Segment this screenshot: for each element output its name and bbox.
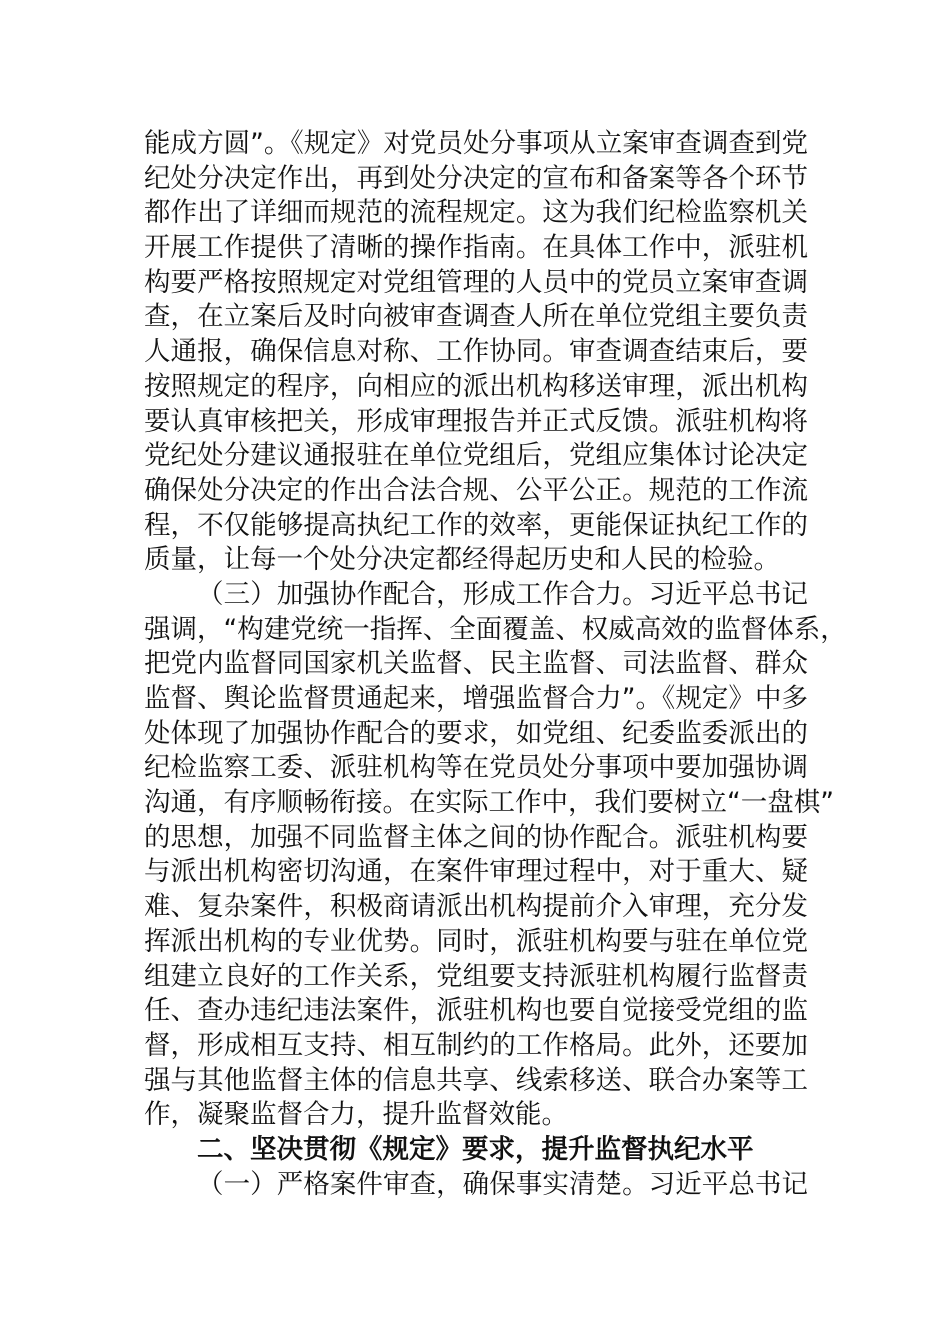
text-line: 与派出机构密切沟通，在案件审理过程中，对于重大、疑 bbox=[144, 856, 808, 888]
text-line: 能成方圆”。《规定》对党员处分事项从立案审查调查到党 bbox=[144, 128, 808, 159]
text-line: 程，不仅能够提高执纪工作的效率，更能保证执纪工作的 bbox=[144, 509, 808, 541]
text-line: 任、查办违纪违法案件，派驻机构也要自觉接受党组的监 bbox=[144, 995, 808, 1027]
text-line: 查，在立案后及时向被审查调查人所在单位党组主要负责 bbox=[144, 301, 808, 333]
text-line: 的思想，加强不同监督主体之间的协作配合。派驻机构要 bbox=[144, 821, 808, 853]
text-line: 构要严格按照规定对党组管理的人员中的党员立案审查调 bbox=[144, 266, 808, 298]
text-line: 沟通，有序顺畅衔接。在实际工作中，我们要树立“一盘棋” bbox=[144, 787, 834, 819]
text-line: 处体现了加强协作配合的要求，如党组、纪委监委派出的 bbox=[144, 717, 808, 749]
text-line: 按照规定的程序，向相应的派出机构移送审理，派出机构 bbox=[144, 370, 808, 402]
text-line: 确保处分决定的作出合法合规、公平公正。规范的工作流 bbox=[144, 474, 808, 506]
text-line: 质量，让每一个处分决定都经得起历史和人民的检验。 bbox=[144, 544, 780, 576]
text-line: 人通报，确保信息对称、工作协同。审查调查结束后，要 bbox=[144, 336, 808, 368]
text-line: 监督、舆论监督贯通起来，增强监督合力”。《规定》中多 bbox=[144, 683, 808, 714]
text-line: 组建立良好的工作关系，党组要支持派驻机构履行监督责 bbox=[144, 960, 808, 992]
text-line: （三）加强协作配合，形成工作合力。习近平总书记 bbox=[197, 578, 808, 610]
text-line: 把党内监督同国家机关监督、民主监督、司法监督、群众 bbox=[144, 648, 808, 680]
text-line: 作，凝聚监督合力，提升监督效能。 bbox=[144, 1099, 568, 1131]
document-body bbox=[144, 127, 847, 1202]
text-line: 开展工作提供了清晰的操作指南。在具体工作中，派驻机 bbox=[144, 232, 808, 264]
text-line: 都作出了详细而规范的流程规定。这为我们纪检监察机关 bbox=[144, 197, 808, 229]
text-line: 难、复杂案件，积极商请派出机构提前介入审理，充分发 bbox=[144, 891, 808, 923]
text-line: 督，形成相互支持、相互制约的工作格局。此外，还要加 bbox=[144, 1029, 808, 1061]
text-line: 党纪处分建议通报驻在单位党组后，党组应集体讨论决定 bbox=[144, 440, 808, 472]
text-line: （一）严格案件审查，确保事实清楚。习近平总书记 bbox=[197, 1168, 808, 1200]
text-line: 强与其他监督主体的信息共享、线索移送、联合办案等工 bbox=[144, 1064, 808, 1096]
text-line: 强调，“构建党统一指挥、全面覆盖、权威高效的监督体系， bbox=[144, 613, 847, 645]
text-line: 纪处分决定作出，再到处分决定的宣布和备案等各个环节 bbox=[144, 162, 808, 194]
text-line: 纪检监察工委、派驻机构等在党员处分事项中要加强协调 bbox=[144, 752, 808, 784]
section-heading: 二、坚决贯彻《规定》要求，提升监督执纪水平 bbox=[197, 1133, 754, 1165]
text-line: 要认真审核把关，形成审理报告并正式反馈。派驻机构将 bbox=[144, 405, 808, 437]
text-line: 挥派出机构的专业优势。同时，派驻机构要与驻在单位党 bbox=[144, 925, 808, 957]
